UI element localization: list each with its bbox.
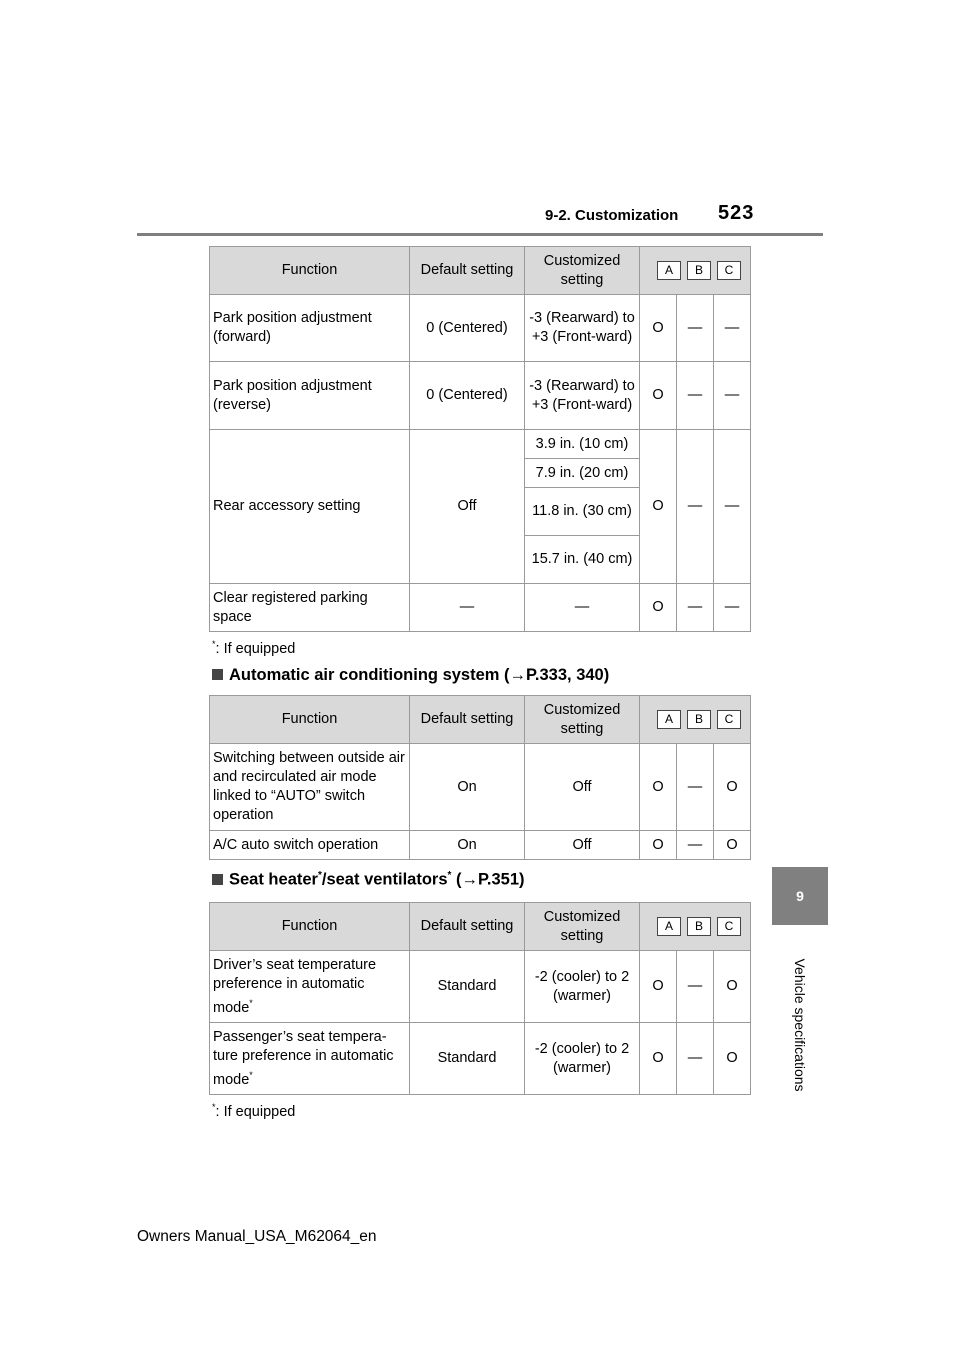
bullet-square bbox=[212, 874, 223, 885]
arrow-icon: → bbox=[509, 666, 527, 684]
table-park-settings bbox=[209, 246, 751, 632]
header-abc: A B C bbox=[640, 247, 751, 295]
header-customized: Customized setting bbox=[525, 696, 640, 744]
chapter-tab: 9 bbox=[772, 867, 828, 925]
arrow-icon: → bbox=[461, 870, 479, 889]
option-20cm: 7.9 in. (20 cm) bbox=[525, 459, 640, 488]
header-customized: Customized setting bbox=[525, 247, 640, 295]
table-seat-heater bbox=[209, 902, 751, 1095]
section-heading-air-conditioning: Automatic air conditioning system (→P.333, 340) bbox=[212, 666, 609, 685]
bullet-square bbox=[212, 669, 223, 680]
table-row: Rear accessory setting Off 3.9 in. (10 cm) O — — bbox=[210, 430, 751, 459]
page-number: 523 bbox=[718, 202, 755, 224]
header-default: Default setting bbox=[410, 696, 525, 744]
table-row: Passenger’s seat tempera-ture preference in automatic mode* Standard -2 (cooler) to 2 (warmer) O — O bbox=[210, 1023, 751, 1095]
chapter-label: Vehicle specifications bbox=[792, 958, 808, 1092]
table-air-conditioning bbox=[209, 695, 751, 860]
section-heading-seat-heater: Seat heater*/seat ventilators* (→P.351) bbox=[212, 870, 525, 890]
footnote-1: *: If equipped bbox=[212, 639, 296, 657]
header-abc: A B C bbox=[640, 696, 751, 744]
header-function: Function bbox=[210, 247, 410, 295]
footnote-2: *: If equipped bbox=[212, 1102, 296, 1120]
option-40cm: 15.7 in. (40 cm) bbox=[525, 536, 640, 584]
section-title: 9-2. Customization bbox=[545, 207, 679, 224]
header-default: Default setting bbox=[410, 903, 525, 951]
table-row: Park position adjustment (forward) 0 (Centered) -3 (Rearward) to +3 (Front-ward) O — — bbox=[210, 295, 751, 362]
header-abc: A B C bbox=[640, 903, 751, 951]
header-default: Default setting bbox=[410, 247, 525, 295]
header-function: Function bbox=[210, 903, 410, 951]
footer-manual-id: Owners Manual_USA_M62064_en bbox=[137, 1228, 377, 1245]
table-row: Park position adjustment (reverse) 0 (Centered) -3 (Rearward) to +3 (Front-ward) O — — bbox=[210, 362, 751, 430]
header-customized: Customized setting bbox=[525, 903, 640, 951]
table-row: Driver’s seat temperature preference in automatic mode* Standard -2 (cooler) to 2 (warmer) O — O bbox=[210, 951, 751, 1023]
table-row: A/C auto switch operation On Off O — O bbox=[210, 831, 751, 860]
table-row: Switching between outside air and recirculated air mode linked to “AUTO” switch operation On Off O — O bbox=[210, 744, 751, 831]
table-row: Clear registered parking space — — O — — bbox=[210, 584, 751, 632]
option-30cm: 11.8 in. (30 cm) bbox=[525, 488, 640, 536]
header-rule bbox=[137, 233, 823, 236]
header-function: Function bbox=[210, 696, 410, 744]
